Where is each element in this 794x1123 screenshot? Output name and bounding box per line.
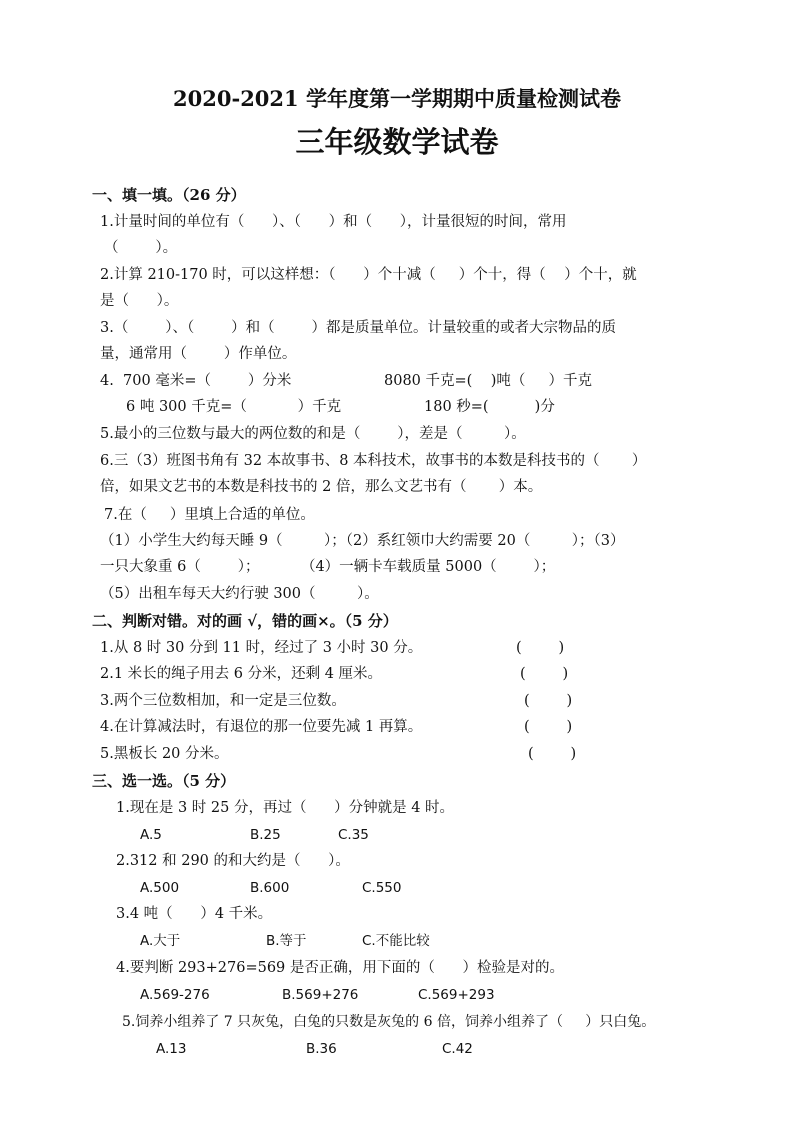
- s3-question: 3.4 吨（ ）4 千米。: [116, 906, 273, 922]
- s1-line: 1.计量时间的单位有（ ）、（ ）和（ ），计量很短的时间，常用: [100, 214, 567, 230]
- s3-option-b[interactable]: B.569+276: [282, 987, 359, 1003]
- s3-question: 1.现在是 3 时 25 分，再过（ ）分钟就是 4 时。: [116, 800, 455, 816]
- s1-line: 2.计算 210-170 时，可以这样想：（ ）个十减（ ）个十，得（ ）个十，就: [100, 267, 637, 283]
- s3-option-a[interactable]: A.5: [140, 827, 162, 843]
- s1-line: 量，通常用（ ）作单位。: [100, 346, 297, 362]
- s2-item: 2.1 米长的绳子用去 6 分米，还剩 4 厘米。: [100, 666, 383, 682]
- s1-line: （ ）。: [104, 240, 178, 256]
- s2-item: 3.两个三位数相加，和一定是三位数。: [100, 693, 346, 709]
- s1-line: 倍，如果文艺书的本数是科技书的 2 倍，那么文艺书有（ ）本。: [100, 479, 543, 495]
- s1-line: 5.最小的三位数与最大的两位数的和是（ ），差是（ ）。: [100, 426, 526, 442]
- section3-heading: 三、选一选。（5 分）: [92, 772, 236, 790]
- s3-option-b[interactable]: B.25: [250, 827, 281, 843]
- s3-option-c[interactable]: C.35: [338, 827, 369, 843]
- s3-question: 4.要判断 293+276=569 是否正确，用下面的（ ）检验是对的。: [116, 960, 565, 976]
- s1-line: 4. 700 毫米=（ ）分米: [100, 373, 292, 389]
- s1-line: 8080 千克=( )吨（ ）千克: [384, 373, 592, 389]
- exam-title: 2020-2021 学年度第一学期期中质量检测试卷: [173, 86, 621, 111]
- s3-option-a[interactable]: A.13: [156, 1041, 187, 1057]
- s3-option-c[interactable]: C.550: [362, 880, 402, 896]
- s3-option-b[interactable]: B.36: [306, 1041, 337, 1057]
- s3-option-a[interactable]: A.500: [140, 880, 180, 896]
- s1-line: 7.在（ ）里填上合适的单位。: [104, 507, 315, 523]
- s3-option-c[interactable]: C.不能比较: [362, 933, 430, 949]
- section2-heading: 二、判断对错。对的画 √，错的画×。（5 分）: [92, 612, 398, 630]
- section1-heading: 一、填一填。（26 分）: [92, 186, 246, 204]
- s1-line: （1）小学生大约每天睡 9（ ）；（2）系红领巾大约需要 20（ ）；（3）: [100, 533, 625, 549]
- s3-option-b[interactable]: B.600: [250, 880, 290, 896]
- s3-question: 5.饲养小组养了 7 只灰兔，白兔的只数是灰兔的 6 倍，饲养小组养了（ ）只白兔。: [122, 1014, 656, 1030]
- s3-option-a[interactable]: A.大于: [140, 933, 181, 949]
- s1-line: 180 秒=( )分: [424, 399, 555, 415]
- s1-line: 是（ ）。: [100, 293, 179, 309]
- s2-item: 4.在计算减法时，有退位的那一位要先减 1 再算。: [100, 719, 423, 735]
- s1-line: 6 吨 300 千克=（ ）千克: [126, 399, 342, 415]
- s1-line: 3.（ ）、（ ）和（ ）都是质量单位。计量较重的或者大宗物品的质: [100, 320, 616, 336]
- s2-answer-blank[interactable]: ( ): [516, 640, 565, 656]
- s2-answer-blank[interactable]: ( ): [524, 719, 573, 735]
- s1-line: 6.三（3）班图书角有 32 本故事书、8 本科技术，故事书的本数是科技书的（ ）: [100, 453, 647, 469]
- s2-item: 1.从 8 时 30 分到 11 时，经过了 3 小时 30 分。: [100, 640, 423, 656]
- s3-option-c[interactable]: C.42: [442, 1041, 473, 1057]
- s2-answer-blank[interactable]: ( ): [520, 666, 569, 682]
- s3-option-c[interactable]: C.569+293: [418, 987, 495, 1003]
- s3-question: 2.312 和 290 的和大约是（ ）。: [116, 853, 350, 869]
- s1-line: （5）出租车每天大约行驶 300（ ）。: [100, 586, 379, 602]
- s2-answer-blank[interactable]: ( ): [524, 693, 573, 709]
- s2-item: 5.黑板长 20 分米。: [100, 746, 229, 762]
- s2-answer-blank[interactable]: ( ): [528, 746, 577, 762]
- s3-option-a[interactable]: A.569-276: [140, 987, 210, 1003]
- s1-line: 一只大象重 6（ ）； （4）一辆卡车载质量 5000（ ）；: [100, 559, 556, 575]
- subject-title: 三年级数学试卷: [295, 125, 499, 159]
- s3-option-b[interactable]: B.等于: [266, 933, 307, 949]
